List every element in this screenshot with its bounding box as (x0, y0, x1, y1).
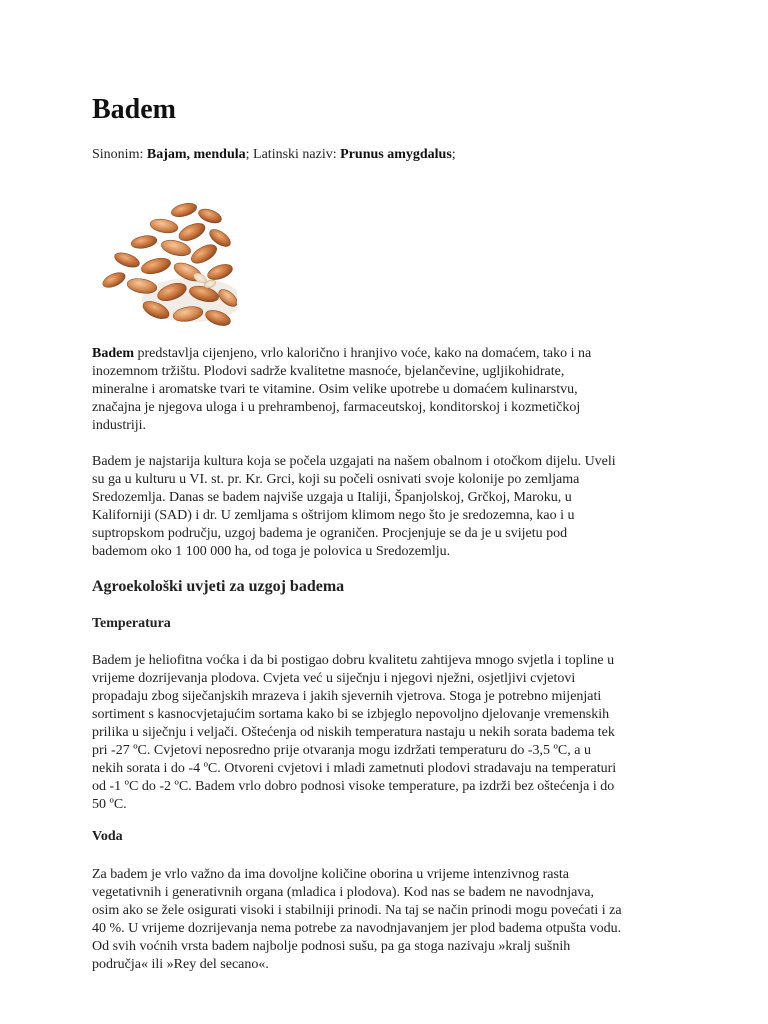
history-line: suptropskom području, uzgoj badema je ograničen. Procjenjuje se da je u svijetu pod (92, 526, 568, 541)
synonym-end: ; (451, 147, 456, 162)
temperature-heading: Temperatura (92, 616, 171, 631)
history-line: su ga u kulturu u VI. st. pr. Kr. Grci, koji su počeli osnivati svoje kolonije po zemljama (92, 472, 580, 487)
water-line: Od svih voćnih vrsta badem najbolje podnosi sušu, pa ga stoga nazivaju »kralj sušnih (92, 939, 571, 954)
history-paragraph (92, 453, 682, 561)
almonds-photo (92, 180, 237, 326)
temperature-paragraph (92, 652, 682, 814)
water-line: osim ako se žele osigurati visoki i stabilniji prinodi. Na taj se način prinodi mogu povećati i za (92, 903, 622, 918)
water-line: 40 %. U vrijeme dozrijevanja nema potrebe za navodnjavanjem jer plod badema otpušta vodu. (92, 921, 622, 936)
synonym-label: Sinonim: (92, 147, 147, 162)
intro-line: predstavlja cijenjeno, vrlo kalorično i hranjivo voće, kako na domaćem, tako i na (134, 346, 592, 361)
page-title: Badem (92, 94, 176, 125)
almonds-illustration (92, 180, 237, 326)
latin-name: Prunus amygdalus (340, 147, 452, 162)
intro-line: industriji. (92, 418, 147, 433)
intro-line: mineralne i aromatske tvari te vitamine. Osim velike upotrebe u domaćem kulinarstvu, (92, 382, 578, 397)
section-heading: Agroekološki uvjeti za uzgoj badema (92, 578, 345, 595)
temperature-line: 50 ºC. (92, 797, 127, 812)
intro-paragraph (92, 345, 682, 435)
intro-line: inozemnom tržištu. Plodovi sadrže kvalitetne masnoće, bjelančevine, ugljikohidrate, (92, 364, 565, 379)
temperature-line: nekih sorata i do -4 ºC. Otvoreni cvjetovi i mladi zametnuti plodovi stradavaju na temperaturi (92, 761, 617, 776)
history-line: Sredozemlja. Danas se badem najviše uzgaja u Italiji, Španjolskoj, Grčkoj, Maroku, u (92, 490, 572, 505)
temperature-line: propadaju zbog siječanjskih mrazeva i jakih sjevernih vjetrova. Stoga je potrebno mijenjati (92, 689, 602, 704)
temperature-line: pri -27 ºC. Cvjetovi neposredno prije otvaranja mogu izdržati temperaturu do -3,5 ºC, a u (92, 743, 591, 758)
temperature-line: sortiment s kasnocvjetajućim sortama kako bi se izbjeglo nepovoljno djelovanje vremenskih (92, 707, 610, 722)
temperature-line: prilika u siječnju i veljači. Oštećenja od niskih temperatura nastaju u nekih sorata badema tek (92, 725, 615, 740)
intro-line: značajna je njegova uloga i u prehrambenoj, farmaceutskoj, konditorskoj i kozmetičkoj (92, 400, 581, 415)
history-line: bademom oko 1 100 000 ha, od toga je polovica u Sredozemlju. (92, 544, 451, 559)
temperature-line: vrijeme dozrijevanja plodova. Cvjeta već u siječnju i njegovi nježni, osjetljivi cvjetovi (92, 671, 576, 686)
temperature-line: Badem je heliofitna voćka i da bi postigao dobru kvalitetu zahtijeva mnogo svjetla i topline u (92, 653, 615, 668)
history-line: Badem je najstarija kultura koja se počela uzgajati na našem obalnom i otočkom dijelu. Uveli (92, 454, 616, 469)
water-paragraph (92, 866, 682, 974)
history-line: Kaliforniji (SAD) i dr. U zemljama s oštrijom klimom nego što je sredozemna, kao i u (92, 508, 575, 523)
water-line: Za badem je vrlo važno da ima dovoljne količine oborina u vrijeme intenzivnog rasta (92, 867, 570, 882)
synonym-line (92, 145, 456, 165)
temperature-line: od -1 ºC do -2 ºC. Badem vrlo dobro podnosi visoke temperature, pa izdrži bez oštećenja i do (92, 779, 615, 794)
water-line: područja« ili »Rey del secano«. (92, 957, 269, 972)
water-heading: Voda (92, 829, 123, 844)
synonym-names: Bajam, mendula (146, 147, 246, 162)
water-line: vegetativnih i generativnih organa (mladica i plodova). Kod nas se badem ne navodnjava, (92, 885, 595, 900)
latin-label: ; Latinski naziv: (245, 147, 341, 162)
intro-bold-term: Badem (92, 346, 134, 361)
